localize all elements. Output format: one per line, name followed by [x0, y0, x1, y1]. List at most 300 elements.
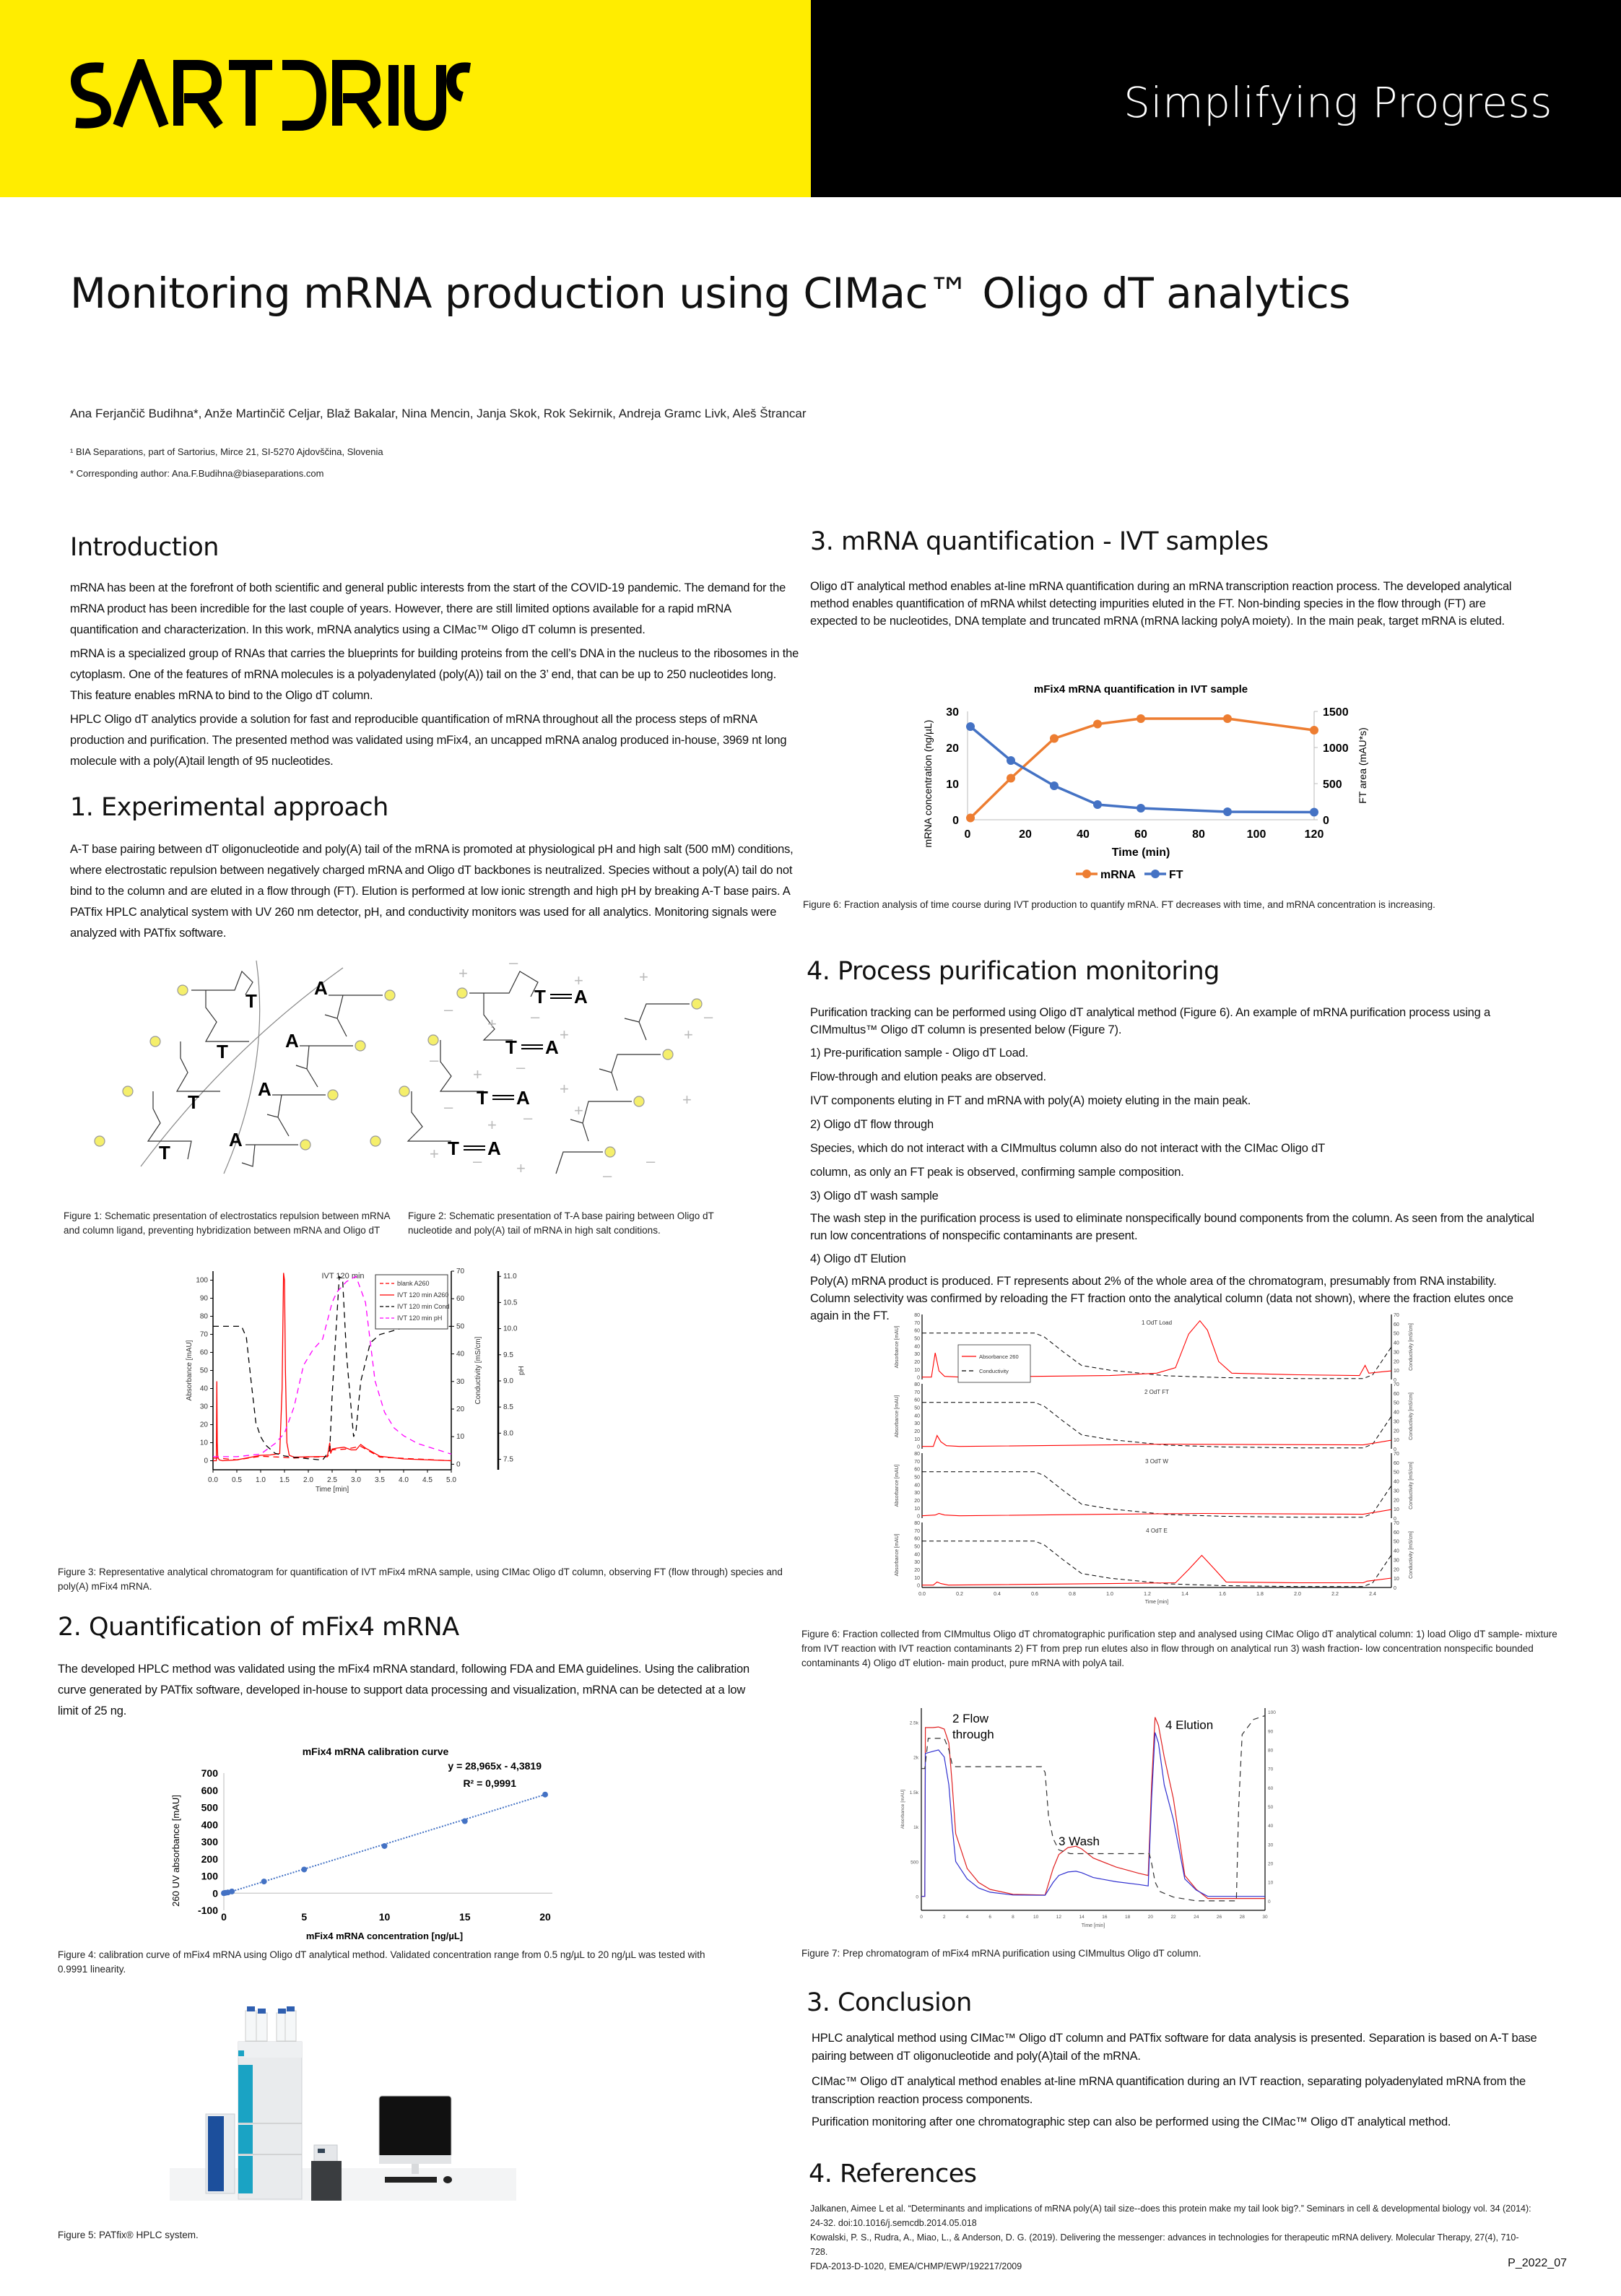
- x-tick-label: 8: [1012, 1915, 1014, 1920]
- x-tick-label: 20: [539, 1911, 551, 1923]
- svg-text:–: –: [603, 1166, 612, 1184]
- y2-tick-label: 70: [456, 1268, 465, 1275]
- section4-line: Flow-through and elution peaks are observed.: [810, 1070, 1046, 1083]
- y-tick-label: 100: [196, 1276, 208, 1285]
- section1-heading: 1. Experimental approach: [70, 793, 388, 822]
- series-line-a260: [921, 1717, 1265, 1899]
- y-tick-label: 0: [917, 1375, 920, 1381]
- y-tick-label: 80: [914, 1382, 920, 1387]
- y2-tick-label: 90: [1268, 1729, 1274, 1735]
- x-tick-label: 12: [1056, 1915, 1062, 1920]
- chart-title: mFix4 mRNA calibration curve: [302, 1746, 449, 1757]
- data-point: [229, 1889, 235, 1894]
- section4-line: Species, which do not interact with a CIMmultus column also do not interact with the CIMac Oligo dT: [810, 1142, 1325, 1155]
- section4-line: 2) Oligo dT flow through: [810, 1118, 934, 1131]
- y2-tick-label: 0: [1268, 1899, 1271, 1905]
- svg-text:+: +: [574, 1101, 583, 1119]
- x-tick-label: 10: [1033, 1915, 1039, 1920]
- poster-title: Monitoring mRNA production using CIMac™ Oligo dT analytics: [70, 269, 1350, 318]
- base-label-t: T: [188, 1091, 199, 1113]
- section4-heading: 4. Process purification monitoring: [807, 957, 1220, 986]
- x-tick-label: 14: [1079, 1915, 1085, 1920]
- x-tick-label: 18: [1124, 1915, 1131, 1920]
- x-tick-label: 0.0: [918, 1592, 926, 1597]
- data-point-ft: [1093, 800, 1102, 809]
- section4-line: 3) Oligo dT wash sample: [810, 1190, 939, 1203]
- tagline: Simplifying Progress: [1124, 78, 1552, 127]
- y2-tick-label: 30: [456, 1377, 465, 1386]
- svg-text:+: +: [639, 968, 648, 986]
- y3-tick-label: 10.0: [503, 1325, 518, 1333]
- poster-code: P_2022_07: [1508, 2257, 1567, 2269]
- y2-tick-label: 1500: [1323, 706, 1349, 719]
- y-tick-label: 10: [914, 1575, 920, 1581]
- header-tagline-band: [811, 0, 1621, 197]
- y-tick-label: 100: [201, 1870, 218, 1882]
- y2-tick-label: 10: [1394, 1369, 1399, 1374]
- y-tick-label: 80: [914, 1313, 920, 1318]
- y2-tick-label: 70: [1394, 1382, 1399, 1387]
- absorbance-line: [922, 1436, 1391, 1447]
- legend-marker: [1151, 870, 1160, 878]
- x-tick-label: 1.6: [1219, 1592, 1226, 1597]
- x-tick-label: 1.2: [1144, 1592, 1151, 1597]
- figure-3-caption: Figure 3: Representative analytical chromatogram for quantification of IVT mFix4 mRNA sample, using CIMac Oligo dT column, observing FT (flow through) species and poly(A) mFix4 mRNA.: [58, 1567, 783, 1592]
- intro-paragraph: mRNA is a specialized group of RNAs that carries the blueprints for building proteins from the cell’s DNA in the nucleus to the ribosomes in the cytoplasm. One of the features of mRNA molecules is a polyadenylated (poly(A)) tail on the 3’ end, that can be up to 250 nucleotides long. This feature enables mRNA to bind to the Oligo dT column.: [70, 647, 799, 702]
- references-list: [810, 2201, 1532, 2274]
- y2-tick-label: 50: [1268, 1805, 1274, 1811]
- base-label-a: A: [229, 1129, 243, 1151]
- y-tick-label: 1k: [913, 1825, 918, 1831]
- y2-axis-label: Conductivity [mS/cm]: [1409, 1323, 1414, 1371]
- figure-4-caption: Figure 4: calibration curve of mFix4 mRNA using Oligo dT analytical method. Validated concentration range from 0.5 ng/µL to 20 ng/µL was tested with 0.9991 linearity.: [58, 1949, 705, 1975]
- y2-tick-label: 10: [1394, 1507, 1399, 1513]
- data-point: [261, 1879, 267, 1884]
- figure-5-caption: Figure 5: PATfix® HPLC system.: [58, 2230, 199, 2240]
- y-tick-label: 30: [946, 706, 959, 719]
- y-axis-label: 260 UV absorbance [mAU]: [170, 1795, 181, 1907]
- x-tick-label: 4: [965, 1915, 969, 1920]
- y-tick-label: 500: [911, 1860, 918, 1866]
- y3-tick-label: 8.5: [503, 1403, 513, 1412]
- panel-label: 2 OdT FT: [1144, 1389, 1170, 1395]
- y-tick-label: 90: [199, 1294, 208, 1303]
- y-tick-label: 10: [914, 1506, 920, 1512]
- data-point-ft: [1050, 781, 1059, 790]
- legend-label: blank A260: [397, 1280, 430, 1287]
- y2-tick-label: 60: [1394, 1322, 1399, 1327]
- y2-tick-label: 10: [1268, 1880, 1274, 1886]
- base-label-t: T: [477, 1087, 488, 1109]
- base-label-t: T: [217, 1041, 228, 1062]
- section4-line: Poly(A) mRNA product is produced. FT represents about 2% of the whole area of the chromatogram, presumably from RNA instability. Column selectivity was confirmed by reloading the FT fraction onto the analytical column (data not shown), where the fraction elutes once again in the FT.: [810, 1275, 1513, 1322]
- y-tick-label: 0: [917, 1514, 920, 1520]
- section4-body: [810, 1004, 1539, 1327]
- y3-tick-label: 10.5: [503, 1299, 518, 1307]
- base-label-t: T: [534, 986, 546, 1008]
- y-axis-label: Absorbance [mAU]: [186, 1340, 194, 1401]
- y2-tick-label: 60: [1268, 1785, 1274, 1791]
- y3-tick-label: 9.0: [503, 1377, 513, 1385]
- y2-tick-label: 1000: [1323, 742, 1349, 755]
- figure-6-ivt-chart: [910, 675, 1372, 885]
- data-point-ft: [1137, 804, 1145, 813]
- figure-6b-fraction-chromatograms: [890, 1309, 1424, 1611]
- y3-tick-label: 9.5: [503, 1351, 513, 1359]
- svg-text:–: –: [531, 1008, 540, 1026]
- y-tick-label: -100: [197, 1905, 218, 1916]
- data-point-mrna: [1007, 774, 1015, 783]
- y2-tick-label: 60: [1394, 1391, 1399, 1397]
- y-tick-label: 40: [914, 1552, 920, 1558]
- legend-label: IVT 120 min pH: [397, 1314, 443, 1322]
- x-tick-label: 28: [1239, 1915, 1245, 1920]
- reference-item: Jalkanen, Aimee L et al. “Determinants and implications of mRNA poly(A) tail size--does this protein make my tail look big?.” Seminars in cell & developmental biology vol. 34 (2014): 24-32. doi:10.1016/j.semcdb.2014.05.018: [810, 2204, 1531, 2228]
- sartorius-logo: [69, 59, 473, 131]
- x-tick-label: 2: [942, 1915, 946, 1920]
- y-tick-label: 50: [914, 1475, 920, 1481]
- y2-axis-label: Conductivity [mS/cm]: [1409, 1392, 1414, 1440]
- section3-body: [810, 578, 1532, 633]
- section1-body: [70, 839, 799, 947]
- y-tick-label: 0: [917, 1583, 920, 1589]
- x-tick-label: 1.0: [1106, 1592, 1113, 1597]
- authors: Ana Ferjančič Budihna*, Anže Martinčič Celjar, Blaž Bakalar, Nina Mencin, Janja Skok, Rok Sekirnik, Andreja Gramc Livk, Aleš Štrancar: [70, 407, 807, 420]
- header-brand-band: [0, 0, 811, 197]
- y2-tick-label: 30: [1394, 1558, 1399, 1564]
- base-label-a: A: [285, 1030, 299, 1052]
- annotation-flow-through-1: 2 Flow: [952, 1712, 989, 1725]
- y-tick-label: 50: [914, 1405, 920, 1411]
- x-axis-label: mFix4 mRNA concentration [ng/µL]: [305, 1931, 464, 1941]
- y2-axis-label: Conductivity [mS/cm]: [1409, 1531, 1414, 1579]
- x-tick-label: 16: [1102, 1915, 1108, 1920]
- conclusion-paragraph: Purification monitoring after one chromatographic step can also be performed using the CIMac™ Oligo dT analytical method.: [812, 2115, 1451, 2128]
- x-axis-label: Time [min]: [315, 1486, 349, 1494]
- data-point: [542, 1792, 548, 1798]
- x-tick-label: 0: [920, 1915, 923, 1920]
- svg-text:–: –: [444, 1098, 453, 1116]
- y2-tick-label: 0: [1394, 1378, 1396, 1383]
- x-tick-label: 0: [221, 1911, 227, 1923]
- x-tick-label: 4.5: [422, 1476, 433, 1484]
- y-axis-label: Absorbance [mAU]: [895, 1395, 900, 1438]
- conclusion-paragraph: CIMac™ Oligo dT analytical method enables at-line mRNA quantification during an IVT reaction, separating polyadenylated mRNA from the transcription reaction process components.: [812, 2075, 1526, 2106]
- absorbance-line: [922, 1556, 1391, 1585]
- y-tick-label: 0: [916, 1894, 918, 1900]
- reference-item: FDA-2013-D-1020, EMEA/CHMP/EWP/192217/2009: [810, 2261, 1022, 2271]
- y-tick-label: 80: [199, 1312, 208, 1321]
- series-line-blank-a260: [213, 1447, 451, 1461]
- y-tick-label: 60: [914, 1536, 920, 1542]
- y-tick-label: 30: [914, 1352, 920, 1358]
- x-tick-label: 24: [1194, 1915, 1199, 1920]
- y2-tick-label: 20: [1394, 1567, 1399, 1573]
- y2-tick-label: 40: [1394, 1340, 1399, 1346]
- conclusion-paragraph: HPLC analytical method using CIMac™ Oligo dT column and PATfix software for data analysis is presented. Separation is based on A-T base pairing between dT oligonucleotide and poly(A)tail of the mRNA.: [812, 2032, 1537, 2063]
- base-label-a: A: [545, 1036, 559, 1058]
- figure-5-hplc-system-photo: [170, 1988, 516, 2201]
- section3-heading: 3. mRNA quantification - IVT samples: [810, 527, 1269, 556]
- y2-tick-label: 60: [1394, 1460, 1399, 1466]
- y2-tick-label: 70: [1268, 1767, 1274, 1772]
- svg-text:–: –: [523, 1109, 533, 1127]
- section2-heading: 2. Quantification of mFix4 mRNA: [58, 1613, 459, 1642]
- y-tick-label: 2.5k: [909, 1720, 918, 1726]
- y-tick-label: 40: [914, 1483, 920, 1489]
- x-tick-label: 26: [1216, 1915, 1222, 1920]
- y2-tick-label: 0: [1394, 1517, 1396, 1522]
- y-tick-label: 0: [952, 815, 959, 827]
- figure-6-caption: Figure 6: Fraction analysis of time course during IVT production to quantify mRNA. FT decreases with time, and mRNA concentration is increasing.: [803, 899, 1435, 910]
- x-tick-label: 2.0: [1294, 1592, 1301, 1597]
- y-tick-label: 30: [199, 1403, 208, 1411]
- y2-tick-label: 20: [1394, 1498, 1399, 1504]
- y-tick-label: 0: [212, 1887, 218, 1899]
- panel-label: 3 OdT W: [1145, 1458, 1168, 1465]
- x-axis-label: Time (min): [1111, 846, 1170, 859]
- y2-tick-label: 0: [1394, 1586, 1396, 1591]
- y-tick-label: 0: [917, 1444, 920, 1450]
- y3-tick-label: 7.5: [503, 1455, 513, 1464]
- y2-tick-label: 10: [456, 1433, 465, 1442]
- x-tick-label: 0.5: [232, 1476, 242, 1484]
- y2-tick-label: 20: [1394, 1359, 1399, 1365]
- y-axis-label: mRNA concentration (ng/µL): [922, 719, 934, 848]
- y-tick-label: 70: [199, 1330, 208, 1339]
- data-point-mrna: [966, 814, 975, 823]
- figure-1-schematic: [95, 961, 395, 1174]
- y2-tick-label: 30: [1394, 1419, 1399, 1425]
- y-axis-label: Absorbance [mAU]: [895, 1533, 900, 1577]
- y2-tick-label: 0: [1394, 1447, 1396, 1452]
- x-tick-label: 6: [988, 1915, 992, 1920]
- y2-tick-label: 70: [1394, 1452, 1399, 1457]
- y2-axis-label: Conductivity [mS/cm]: [1409, 1462, 1414, 1509]
- section2-paragraph: The developed HPLC method was validated using the mFix4 mRNA standard, following FDA and EMA guidelines. Using the calibration curve generated by PATfix software, developed in-house to support data processing and visualization, mRNA can be detected at a low limit of 25 ng.: [58, 1663, 749, 1717]
- section4-line: IVT components eluting in FT and mRNA with poly(A) moiety eluting in the main peak.: [810, 1094, 1251, 1107]
- y3-axis-label: pH: [518, 1366, 526, 1375]
- x-tick-label: 80: [1192, 828, 1205, 841]
- section1-paragraph: A-T base pairing between dT oligonucleotide and poly(A) tail of the mRNA is promoted at physiological pH and high salt (500 mM) conditions, where electrostatic repulsion between negatively charged mRNA and Oligo dT backbones is neutralized. Species without a poly(A) tail do not bind to the column and are eluted in a flow through (FT). Elution is performed at low ionic strength and high pH by breaking A-T base pairs. A PATfix HPLC analytical system with UV 260 nm detector, pH, and conductivity monitors was used for all analytics. Monitoring signals were analyzed with PATfix software.: [70, 843, 794, 940]
- figure-2-caption: Figure 2: Schematic presentation of T-A base pairing between Oligo dT nucleotide and poly(A) tail of mRNA in high salt conditions.: [408, 1210, 714, 1236]
- y-tick-label: 20: [914, 1499, 920, 1504]
- x-axis-label: Time [min]: [1081, 1923, 1105, 1928]
- section4-line: 1) Pre-purification sample - Oligo dT Load.: [810, 1047, 1028, 1060]
- y-tick-label: 200: [201, 1853, 218, 1865]
- references-heading: 4. References: [809, 2159, 977, 2188]
- y-tick-label: 80: [914, 1521, 920, 1526]
- y-tick-label: 20: [914, 1568, 920, 1574]
- y2-tick-label: 50: [1394, 1331, 1399, 1337]
- x-tick-label: 0.4: [994, 1592, 1001, 1597]
- conclusion-heading: 3. Conclusion: [807, 1988, 972, 2017]
- y2-tick-label: 60: [456, 1295, 465, 1304]
- y2-tick-label: 70: [1394, 1313, 1399, 1318]
- conductivity-line: [922, 1403, 1391, 1448]
- y-tick-label: 20: [914, 1429, 920, 1435]
- data-point-mrna: [1223, 714, 1232, 723]
- intro-paragraph: HPLC Oligo dT analytics provide a solution for fast and reproducible quantification of mRNA throughout all the process steps of mRNA production and purification. The presented method was validated using mFix4, an uncapped mRNA analog produced in-house, 3969 nt long molecule with a poly(A)tail length of 95 nucleotides.: [70, 713, 787, 768]
- y2-tick-label: 80: [1268, 1748, 1274, 1754]
- svg-text:–: –: [704, 1008, 713, 1026]
- monitor-module: [311, 2145, 342, 2201]
- x-tick-label: 40: [1077, 828, 1090, 841]
- y-tick-label: 70: [914, 1459, 920, 1465]
- legend-label: IVT 120 min Cond: [397, 1303, 450, 1310]
- hplc-stack: [238, 2006, 302, 2199]
- x-tick-label: 1.4: [1181, 1592, 1188, 1597]
- conductivity-line: [922, 1472, 1391, 1517]
- y2-tick-label: 60: [1394, 1530, 1399, 1535]
- y-tick-label: 1.5k: [909, 1790, 918, 1795]
- y2-tick-label: 50: [1394, 1470, 1399, 1476]
- x-tick-label: 0.6: [1031, 1592, 1038, 1597]
- y2-tick-label: 100: [1268, 1710, 1276, 1716]
- y-tick-label: 30: [914, 1560, 920, 1566]
- base-label-t: T: [505, 1036, 517, 1058]
- y2-tick-label: 0: [456, 1460, 461, 1469]
- x-axis-label: Time [min]: [1144, 1600, 1169, 1605]
- panel-label: 4 OdT E: [1146, 1528, 1168, 1534]
- x-tick-label: 5: [301, 1911, 308, 1923]
- conclusion-body: [812, 2029, 1541, 2134]
- y-tick-label: 80: [914, 1452, 920, 1457]
- svg-text:+: +: [473, 1065, 482, 1083]
- x-tick-label: 10: [378, 1911, 391, 1923]
- y-tick-label: 500: [201, 1801, 218, 1814]
- data-point-ft: [1310, 808, 1318, 817]
- y-tick-label: 60: [199, 1348, 208, 1357]
- legend-label: FT: [1169, 869, 1183, 881]
- x-tick-label: 1.8: [1256, 1592, 1264, 1597]
- svg-text:–: –: [646, 1152, 656, 1170]
- legend-label: Absorbance 260: [979, 1353, 1019, 1360]
- y2-tick-label: 50: [1394, 1539, 1399, 1545]
- y-tick-label: 70: [914, 1390, 920, 1395]
- y-tick-label: 400: [201, 1819, 218, 1831]
- x-tick-label: 5.0: [446, 1476, 456, 1484]
- y-tick-label: 300: [201, 1836, 218, 1847]
- y2-tick-label: 40: [1394, 1479, 1399, 1485]
- y-tick-label: 0: [204, 1457, 208, 1465]
- y-tick-label: 10: [914, 1367, 920, 1373]
- x-tick-label: 0.8: [1069, 1592, 1076, 1597]
- y2-tick-label: 20: [1268, 1861, 1274, 1867]
- section4-line: column, as only an FT peak is observed, confirming sample composition.: [810, 1166, 1184, 1179]
- x-tick-label: 2.4: [1369, 1592, 1376, 1597]
- svg-text:+: +: [574, 971, 583, 989]
- figure-3-chromatogram: [159, 1260, 708, 1499]
- y2-tick-label: 20: [1394, 1429, 1399, 1434]
- x-tick-label: 0: [964, 828, 971, 841]
- conductivity-line: [922, 1541, 1391, 1587]
- y2-tick-label: 40: [1268, 1824, 1274, 1829]
- x-tick-label: 1.5: [279, 1476, 290, 1484]
- y-tick-label: 10: [199, 1439, 208, 1447]
- y2-tick-label: 50: [1394, 1400, 1399, 1406]
- y-tick-label: 50: [914, 1544, 920, 1550]
- y2-tick-label: 10: [1394, 1438, 1399, 1444]
- y2-tick-label: 20: [456, 1405, 465, 1413]
- base-label-a: A: [258, 1078, 271, 1100]
- x-tick-label: 20: [1147, 1915, 1153, 1920]
- y-tick-label: 20: [199, 1421, 208, 1429]
- x-tick-label: 30: [1262, 1915, 1268, 1920]
- svg-text:+: +: [487, 1116, 497, 1134]
- section4-line: The wash step in the purification process is used to eliminate nonspecifically bound components from the column. As seen from the analytical run low concentrations of nonspecific contaminants are present.: [810, 1212, 1534, 1242]
- y-tick-label: 10: [946, 779, 959, 791]
- x-tick-label: 120: [1304, 828, 1324, 841]
- y2-tick-label: 70: [1394, 1521, 1399, 1526]
- y3-tick-label: 8.0: [503, 1429, 513, 1438]
- y-tick-label: 600: [201, 1784, 218, 1796]
- figure-1-2-schematics: [69, 950, 776, 1188]
- trendline-equation: y = 28,965x - 4,3819: [448, 1760, 542, 1772]
- svg-text:–: –: [473, 1152, 482, 1170]
- y2-tick-label: 40: [1394, 1548, 1399, 1554]
- figure-7-caption: Figure 7: Prep chromatogram of mFix4 mRNA purification using CIMmultus Oligo dT column.: [801, 1948, 1201, 1959]
- base-label-a: A: [487, 1138, 501, 1159]
- x-tick-label: 3.0: [351, 1476, 361, 1484]
- y-tick-label: 60: [914, 1467, 920, 1473]
- base-label-t: T: [159, 1142, 170, 1164]
- svg-text:–: –: [430, 1051, 439, 1069]
- y-tick-label: 60: [914, 1328, 920, 1334]
- base-label-a: A: [574, 986, 588, 1008]
- data-point: [301, 1866, 307, 1872]
- svg-text:+: +: [487, 1015, 497, 1033]
- legend-label: mRNA: [1100, 869, 1136, 881]
- y3-tick-label: 11.0: [503, 1273, 517, 1281]
- x-tick-label: 0.0: [208, 1476, 218, 1484]
- y2-tick-label: 500: [1323, 779, 1342, 791]
- y-tick-label: 60: [914, 1398, 920, 1403]
- data-point-mrna: [1050, 735, 1059, 743]
- y-tick-label: 30: [914, 1421, 920, 1427]
- x-tick-label: 2.2: [1331, 1592, 1339, 1597]
- figure-1-caption: Figure 1: Schematic presentation of electrostatics repulsion between mRNA and column ligand, preventing hybridization between mRNA and Oligo dT: [64, 1210, 390, 1236]
- svg-text:–: –: [509, 953, 518, 971]
- x-tick-label: 100: [1246, 828, 1266, 841]
- x-tick-label: 2.5: [327, 1476, 337, 1484]
- legend-marker: [1082, 870, 1091, 878]
- figure-6b-caption: Figure 6: Fraction collected from CIMmultus Oligo dT chromatographic purification step and analysed using CIMac Oligo dT analytical column: 1) load Oligo dT sample- mixture from IVT reaction with IVT reaction contaminants 2) FT from prep run elutes also in flow through on analytical run 3) wash fraction- low concentration nonspecific bounded contaminants 4) Oligo dT elution- main product, pure mRNA with polyA tail.: [801, 1629, 1557, 1668]
- y2-tick-label: 40: [456, 1350, 465, 1359]
- data-point-ft: [1223, 807, 1232, 816]
- y-tick-label: 40: [199, 1385, 208, 1393]
- annotation-wash: 3 Wash: [1059, 1834, 1100, 1848]
- svg-text:+: +: [560, 1080, 569, 1098]
- x-tick-label: 20: [1019, 828, 1032, 841]
- absorbance-line: [922, 1509, 1391, 1516]
- section4-line: Purification tracking can be performed using Oligo dT analytical method (Figure 6). An example of mRNA purification process using a CIMmultus™ Oligo dT column is presented below (Figure 7).: [810, 1006, 1490, 1036]
- x-tick-label: 4.0: [399, 1476, 409, 1484]
- y2-axis-label: FT area (mAU*s): [1357, 727, 1368, 804]
- y-tick-label: 10: [914, 1437, 920, 1442]
- data-point-mrna: [1137, 714, 1145, 723]
- base-label-t: T: [448, 1138, 459, 1159]
- x-tick-label: 1.0: [256, 1476, 266, 1484]
- x-tick-label: 0.2: [956, 1592, 963, 1597]
- corresponding-author: * Corresponding author: Ana.F.Budihna@biaseparations.com: [70, 468, 324, 479]
- y-tick-label: 20: [946, 742, 959, 755]
- series-line-conductivity: [921, 1716, 1265, 1901]
- x-tick-label: 3.5: [375, 1476, 385, 1484]
- y2-tick-label: 30: [1394, 1350, 1399, 1356]
- legend-box: [958, 1345, 1030, 1382]
- x-tick-label: 22: [1170, 1915, 1176, 1920]
